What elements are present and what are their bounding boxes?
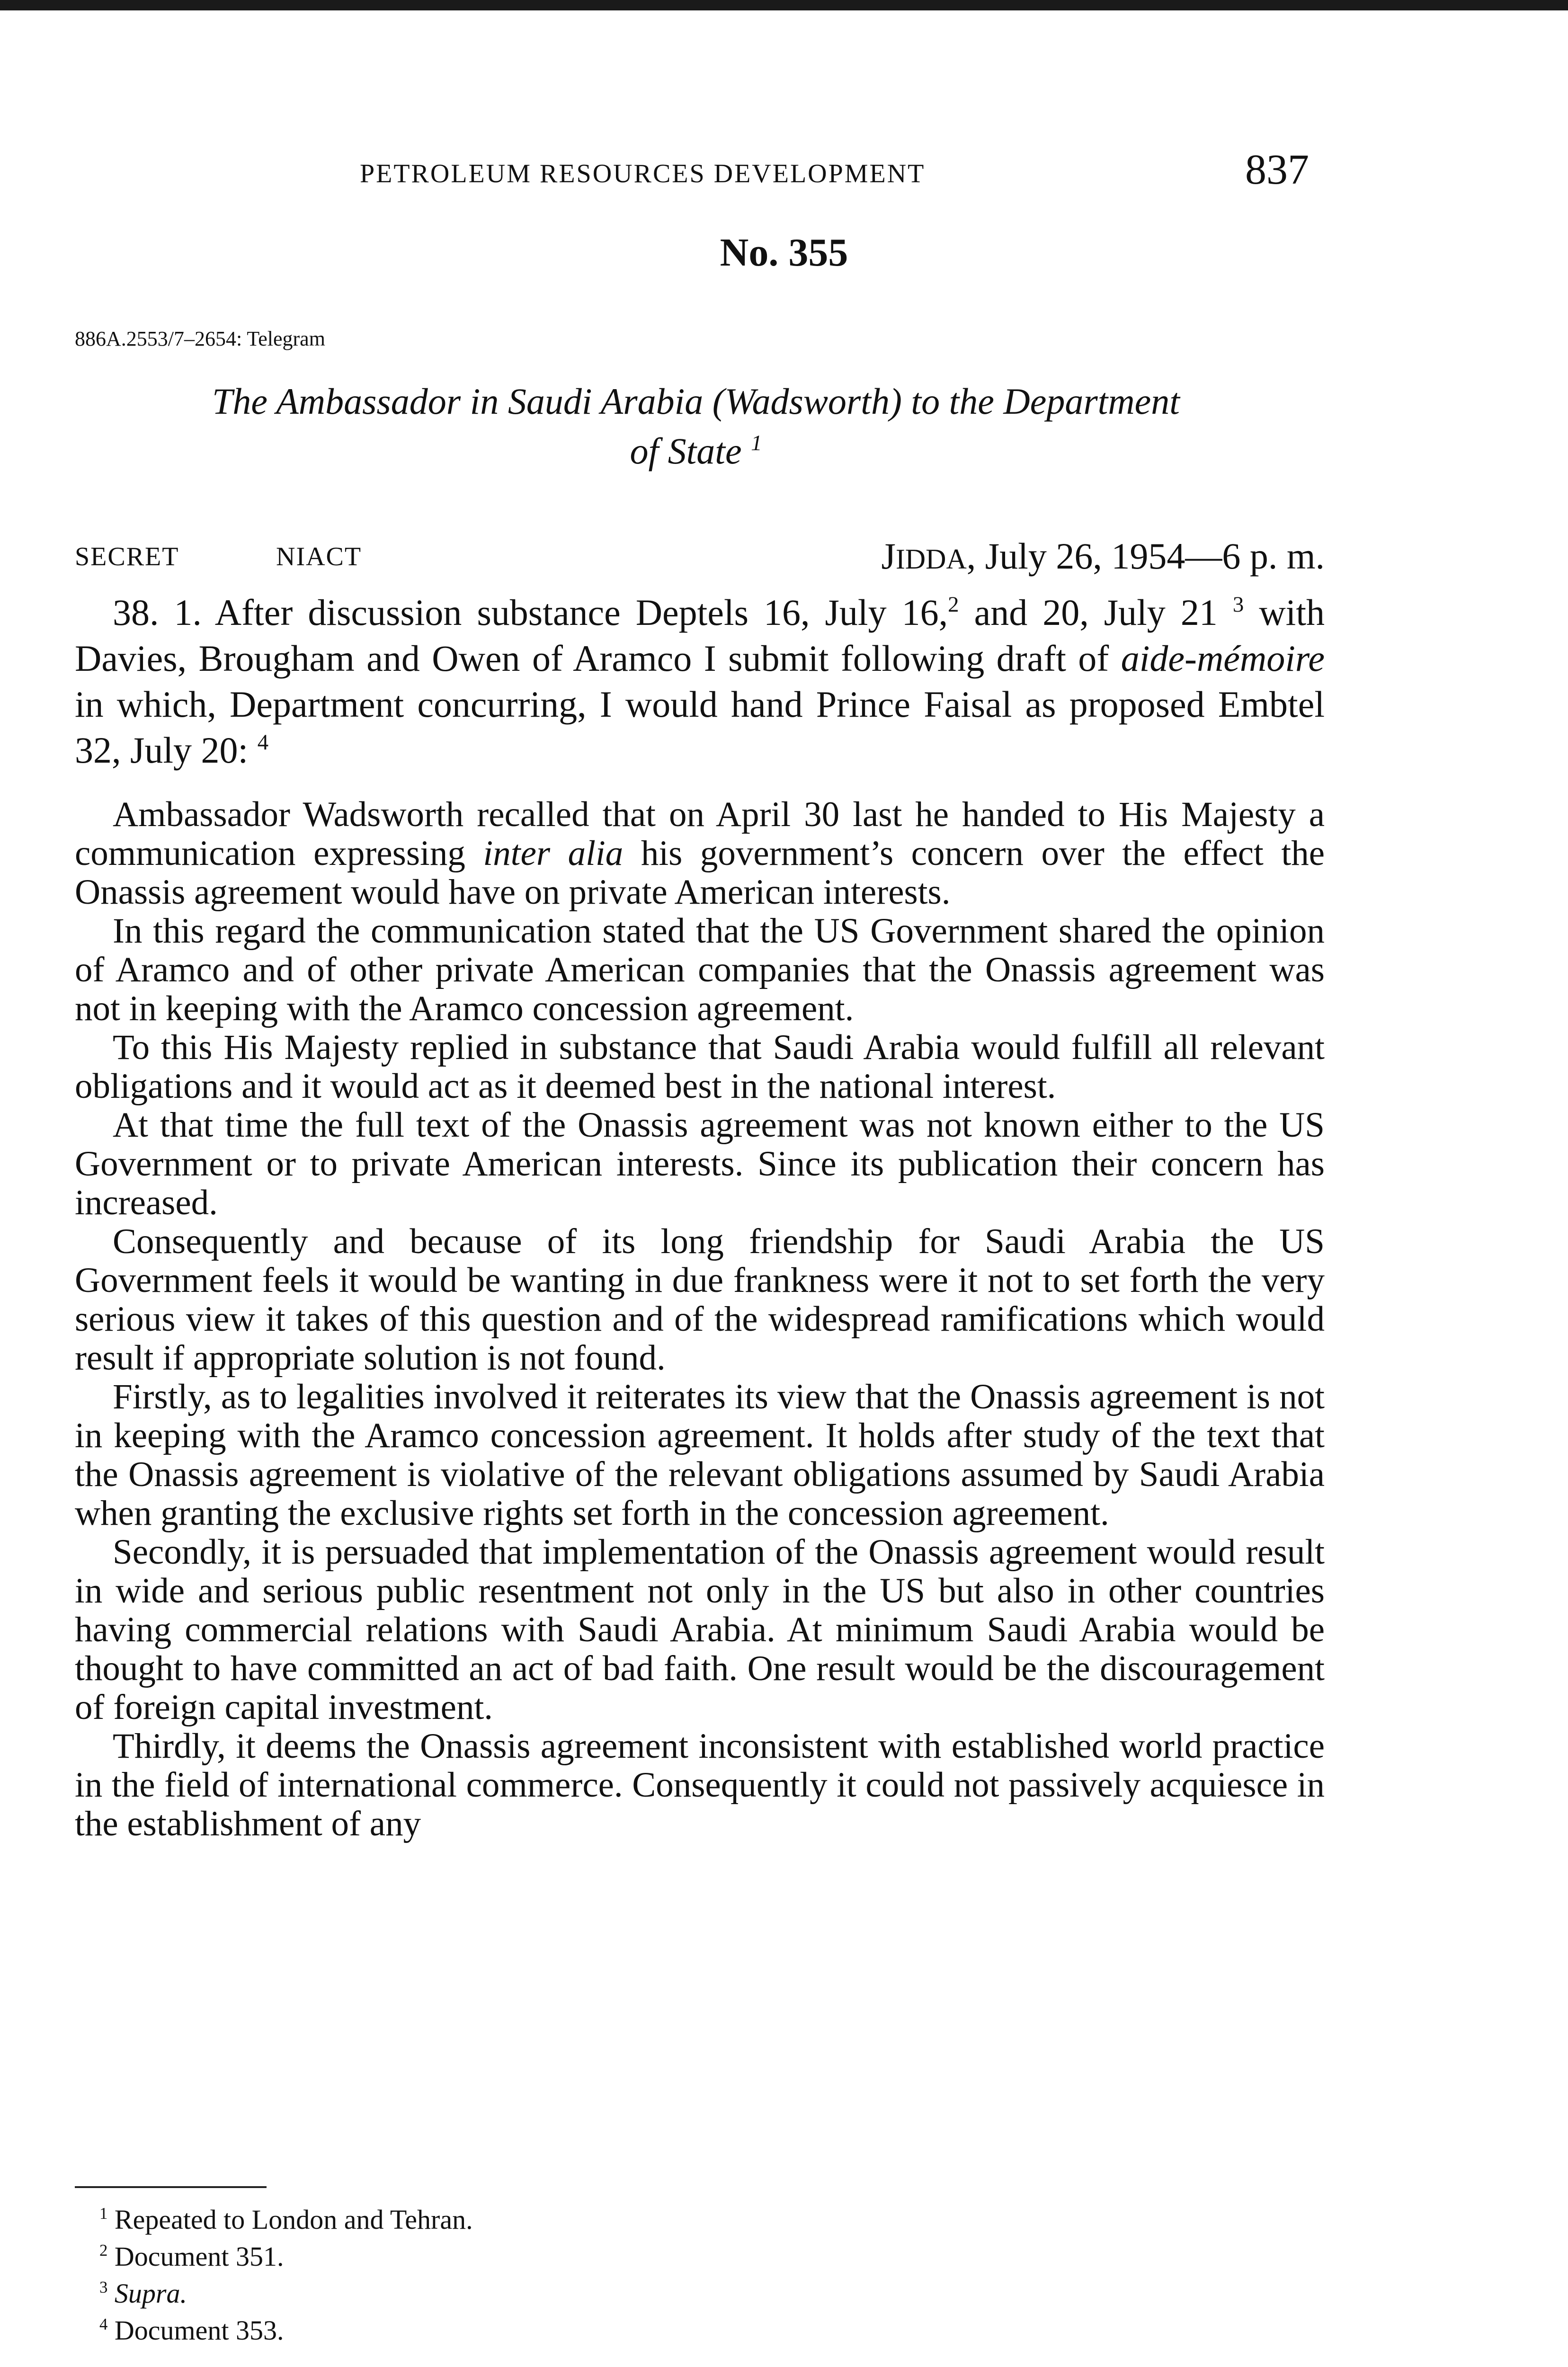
classification-label: SECRET [75,542,179,571]
footnote-1-mark: 1 [99,2204,108,2223]
intro-segment-2: and 20, July 21 [959,592,1218,633]
footnote-4 [99,2312,1236,2349]
heading-line-1: The Ambassador in Saudi Arabia (Wadsworth) to the Department [212,381,1180,422]
paragraph-1-part-b: his government’s concern over the effect the Onassis agreement would have on private American interests. [75,834,1325,912]
heading-line-2-text: of State [630,430,742,472]
aide-memoire-paragraph-4: At that time the full text of the Onassis agreement was not known either to the US Government or to private American interests. Since its publication their concern has increased. [75,1105,1325,1222]
paragraph-1-term: inter alia [483,834,624,873]
aide-memoire-paragraph-7: Secondly, it is persuaded that implementation of the Onassis agreement would result in wide and serious public resentment not only in the US but also in other countries having commercial relations with Saudi Arabia. At minimum Saudi Arabia would be thought to have committed an act of bad faith. One result would be the discouragement of foreign capital investment. [75,1532,1325,1727]
footnote-2 [99,2238,1236,2275]
running-header [0,146,1568,201]
footnote-ref-1: 1 [751,430,762,455]
dateline [75,535,1325,578]
footnote-3-mark: 3 [99,2278,108,2297]
footnote-ref-4: 4 [257,730,269,755]
running-title: PETROLEUM RESOURCES DEVELOPMENT [360,159,926,188]
footnote-3-text: Supra. [114,2278,187,2309]
footnote-4-text: Document 353. [114,2315,284,2346]
footnote-1 [99,2201,1236,2238]
footnote-3 [99,2275,1236,2312]
aide-memoire-text [75,795,1325,1843]
priority-label: NIACT [276,542,362,571]
footnotes [99,2201,1236,2349]
document-heading [71,376,1321,476]
heading-line-2 [71,426,1321,476]
footnote-divider [75,2186,267,2188]
aide-memoire-paragraph-5: Consequently and because of its long friendship for Saudi Arabia the US Government feels it would be wanting in due frankness were it not to set forth the very serious view it takes of this question and of the widespread ramifications which would result if appropriate solution is not found. [75,1222,1325,1378]
paragraph-1-part-a: Ambassador Wadsworth recalled that on April 30 last he handed to His Majesty a communication expressing [75,795,1325,873]
aide-memoire-paragraph-3: To this His Majesty replied in substance that Saudi Arabia would fulfill all relevant obligations and it would act as it deemed best in the national interest. [75,1028,1325,1106]
file-reference: 886A.2553/7–2654: Telegram [75,327,325,350]
place-rest: IDDA [895,543,967,575]
intro-segment-4: in which, Department concurring, I would hand Prince Faisal as proposed Embtel 32, July 20: [75,684,1325,771]
aide-memoire-paragraph-1 [75,795,1325,912]
place-and-date [881,535,1325,578]
footnote-2-text: Document 351. [114,2241,284,2272]
document-number: No. 355 [720,231,848,275]
intro-paragraph [75,589,1325,773]
footnote-4-mark: 4 [99,2315,108,2334]
page-number: 837 [1245,146,1309,193]
footnote-1-text: Repeated to London and Tehran. [114,2204,473,2235]
top-edge-rule [0,0,1568,10]
footnote-ref-3: 3 [1232,592,1244,617]
aide-memoire-paragraph-8: Thirdly, it deems the Onassis agreement inconsistent with established world practice in the field of international commerce. Consequently it could not passively acquiesce in the establishment of any [75,1726,1325,1843]
aide-memoire-paragraph-2: In this regard the communication stated that the US Government shared the opinion of Aramco and of other private American companies that the Onassis agreement was not in keeping with the Aramco concession agreement. [75,911,1325,1028]
telegram-date: , July 26, 1954—6 p. m. [966,535,1325,577]
footnote-ref-2: 2 [948,592,959,617]
place-initial: J [881,535,896,577]
aide-memoire-paragraph-6: Firstly, as to legalities involved it reiterates its view that the Onassis agreement is not in keeping with the Aramco concession agreement. It holds after study of the text that the Onassis agreement is violative of the relevant obligations assumed by Saudi Arabia when granting the exclusive rights set forth in the concession agreement. [75,1377,1325,1533]
intro-segment-1: 38. 1. After discussion substance Deptels 16, July 16, [113,592,948,633]
footnote-2-mark: 2 [99,2241,108,2260]
intro-segment-3: with Davies, Brougham and Owen of Aramco I submit following draft of [75,592,1325,679]
intro-term-aide-memoire: aide-mémoire [1121,638,1325,679]
